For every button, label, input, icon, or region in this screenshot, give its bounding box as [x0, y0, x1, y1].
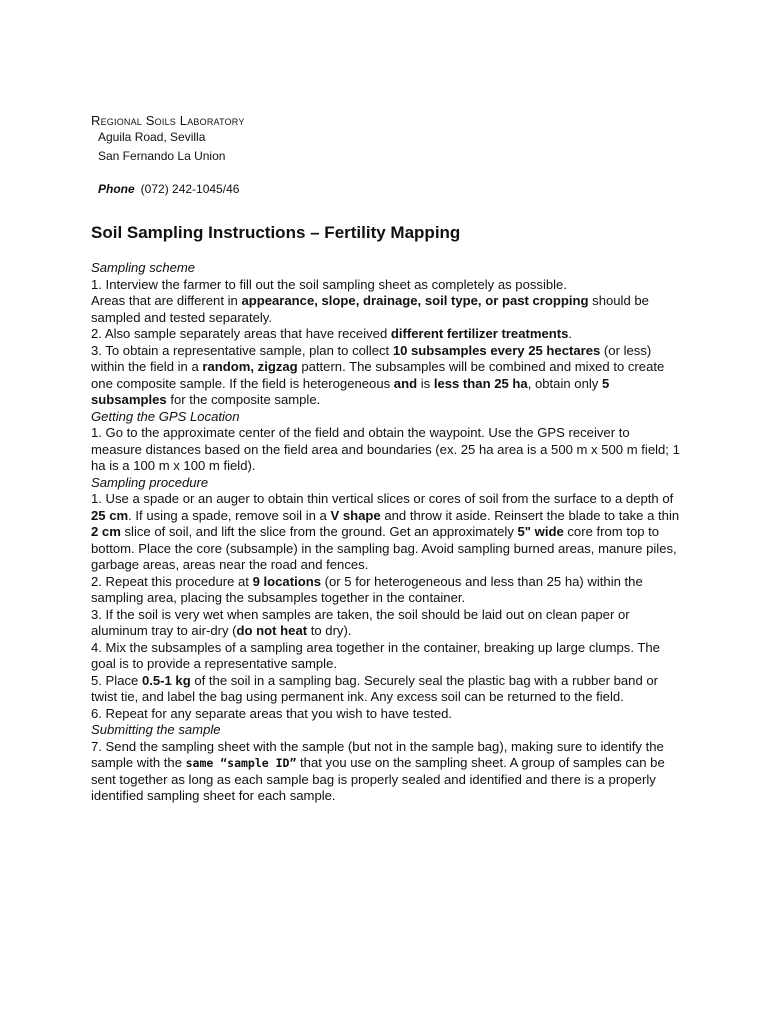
address-line-2: San Fernando La Union	[98, 149, 226, 163]
procedure-step-6: 6. Repeat for any separate areas that you wish to have tested.	[91, 705, 453, 721]
section-heading-submitting: Submitting the sample	[91, 722, 221, 737]
procedure-step-2: 2. Repeat this procedure at 9 locations (or 5 for heterogeneous and less than 25 ha) within the sampling area, placing the subsamples together in the container.	[91, 573, 643, 605]
phone-line	[98, 182, 239, 196]
organization-name: Regional Soils Laboratory	[91, 113, 245, 128]
gps-step-1: 1. Go to the approximate center of the field and obtain the waypoint. Use the GPS receiver to measure distances based on the field area and boundaries (ex. 25 ha area is a 500 m x 500 m field; 1 ha is a 100 m x 100 m field).	[91, 425, 680, 473]
phone-number: (072) 242-1045/46	[140, 182, 240, 196]
procedure-step-5: 5. Place 0.5-1 kg of the soil in a sampling bag. Securely seal the plastic bag with a rubber band or twist tie, and label the bag using permanent ink. Any excess soil can be returned to the field.	[91, 672, 659, 704]
procedure-step-3: 3. If the soil is very wet when samples are taken, the soil should be laid out on clean paper or aluminum tray to air-dry (do not heat to dry).	[91, 606, 630, 638]
address-line-1: Aguila Road, Sevilla	[98, 130, 206, 144]
document-title: Soil Sampling Instructions – Fertility Mapping	[91, 223, 461, 242]
section-heading-gps: Getting the GPS Location	[91, 408, 240, 424]
scheme-areas-note: Areas that are different in appearance, slope, drainage, soil type, or past cropping should be sampled and tested separately.	[91, 293, 649, 325]
phone-label: Phone	[98, 182, 135, 196]
sample-id-emphasis: same “sample ID”	[185, 756, 297, 770]
scheme-step-2: 2. Also sample separately areas that have received different fertilizer treatments.	[91, 326, 573, 341]
scheme-step-1: 1. Interview the farmer to fill out the soil sampling sheet as completely as possible.	[91, 276, 567, 292]
procedure-step-4: 4. Mix the subsamples of a sampling area together in the container, breaking up large clumps. The goal is to provide a representative sample.	[91, 639, 660, 671]
section-heading-sampling-scheme: Sampling scheme	[91, 260, 196, 275]
submit-step-7: 7. Send the sampling sheet with the sample (but not in the sample bag), making sure to identify the sample with the same “sample ID” that you use on the sampling sheet. A group of samples can be sent together as long as each sample bag is properly sealed and identified and there is a properly identified sampling sheet for each sample.	[91, 738, 665, 803]
section-heading-sampling-procedure: Sampling procedure	[91, 474, 209, 490]
document-body	[91, 260, 683, 805]
scheme-step-3: 3. To obtain a representative sample, plan to collect 10 subsamples every 25 hectares (or less) within the field in a random, zigzag pattern. The subsamples will be combined and mixed to create one composite sample. If the field is heterogeneous and is less than 25 ha, obtain only 5 subsamples for the composite sample.	[91, 342, 665, 407]
procedure-step-1: 1. Use a spade or an auger to obtain thin vertical slices or cores of soil from the surface to a depth of 25 cm. If using a spade, remove soil in a V shape and throw it aside. Reinsert the blade to take a thin 2 cm slice of soil, and lift the slice from the ground. Get an approximately 5" wide core from top to bottom. Place the core (subsample) in the sampling bag. Avoid sampling burned areas, manure piles, garbage areas, areas near the road and fences.	[91, 491, 680, 572]
